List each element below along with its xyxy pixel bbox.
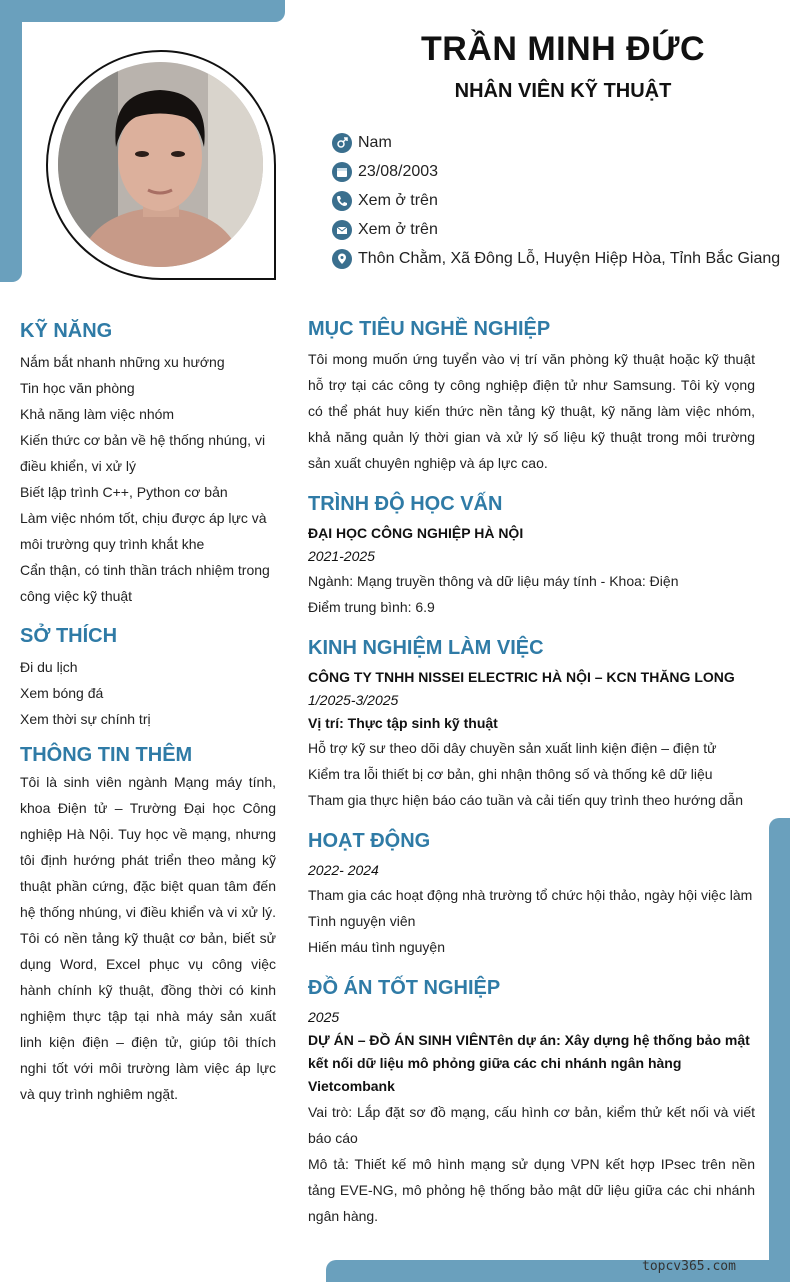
- list-item: Khả năng làm việc nhóm: [20, 406, 175, 422]
- thesis-project: DỰ ÁN – ĐỒ ÁN SINH VIÊNTên dự án: Xây dựng hệ thống bảo mật kết nối dữ liệu mô phỏng giữa các chi nhánh ngân hàng Vietcombank: [308, 1032, 750, 1094]
- thesis-description: Mô tả: Thiết kế mô hình mạng sử dụng VPN kết hợp IPsec trên nền tảng EVE-NG, mô phỏng hệ thống bảo mật dữ liệu giữa các chi nhánh ngân hàng.: [308, 1156, 755, 1224]
- contact-gender: [332, 128, 780, 157]
- candidate-name: TRẦN MINH ĐỨC: [420, 30, 705, 68]
- list-item: Hiến máu tình nguyện: [308, 939, 445, 955]
- list-item: Kiểm tra lỗi thiết bị cơ bản, ghi nhận thông số và thống kê dữ liệu: [308, 766, 713, 782]
- contact-address: [332, 244, 780, 273]
- decor-bar-right: [769, 818, 790, 1260]
- thesis-year: 2025: [308, 1009, 340, 1025]
- calendar-icon: [332, 162, 352, 182]
- experience-heading: KINH NGHIỆM LÀM VIỆC: [308, 637, 544, 659]
- location-icon: [332, 249, 352, 269]
- school-name: ĐẠI HỌC CÔNG NGHIỆP HÀ NỘI: [308, 525, 524, 541]
- job-title: NHÂN VIÊN KỸ THUẬT: [454, 80, 672, 102]
- skills-list: [20, 349, 276, 609]
- education-heading: TRÌNH ĐỘ HỌC VẤN: [308, 493, 503, 515]
- left-column: [20, 318, 276, 1107]
- list-item: Tình nguyện viên: [308, 913, 416, 929]
- hobbies-heading: SỞ THÍCH: [20, 625, 118, 647]
- contact-info: [332, 128, 780, 273]
- list-item: Kiến thức cơ bản về hệ thống nhúng, vi điều khiển, vi xử lý: [20, 432, 266, 474]
- decor-bar-left: [0, 0, 22, 282]
- list-item: Xem thời sự chính trị: [20, 711, 151, 727]
- contact-text: Xem ở trên: [358, 220, 438, 238]
- list-item: Xem bóng đá: [20, 685, 104, 701]
- education-gpa: Điểm trung bình: 6.9: [308, 599, 435, 615]
- email-icon: [332, 220, 352, 240]
- decor-bar-top: [0, 0, 285, 22]
- watermark: topcv365.com: [642, 1259, 736, 1274]
- hobbies-list: [20, 654, 276, 732]
- thesis-heading: ĐỒ ÁN TỐT NGHIỆP: [308, 977, 501, 999]
- profile-photo: [58, 62, 263, 267]
- company-name: CÔNG TY TNHH NISSEI ELECTRIC HÀ NỘI – KCN THĂNG LONG: [308, 669, 735, 685]
- contact-text: Thôn Chằm, Xã Đông Lỗ, Huyện Hiệp Hòa, Tỉnh Bắc Giang: [358, 249, 781, 267]
- list-item: Biết lập trình C++, Python cơ bản: [20, 484, 228, 500]
- education-period: 2021-2025: [308, 548, 375, 564]
- contact-text: Nam: [358, 133, 392, 151]
- contact-text: Xem ở trên: [358, 191, 438, 209]
- activities-heading: HOẠT ĐỘNG: [308, 830, 431, 852]
- list-item: Tin học văn phòng: [20, 380, 135, 396]
- list-item: Làm việc nhóm tốt, chịu được áp lực và môi trường quy trình khắt khe: [20, 510, 267, 552]
- list-item: Tham gia thực hiện báo cáo tuần và cải tiến quy trình theo hướng dẫn: [308, 792, 743, 808]
- extra-info-text: Tôi là sinh viên ngành Mạng máy tính, khoa Điện tử – Trường Đại học Công nghiệp Hà Nội. Tuy học về mạng, nhưng tôi định hướng phát triển theo mảng kỹ thuật phần cứng, đặc biệt quan tâm đến hệ thống nhúng, vi điều khiển và vi xử lý. Tôi có nền tảng kỹ thuật cơ bản, biết sử dụng Word, Excel phục vụ công việc hành chính kỹ thuật, đồng thời có kinh nghiệm thực tập tại nhà máy sản xuất linh kiện điện – điện tử, giúp tôi thích nghi tốt với môi trường làm việc áp lực và quy trình nghiêm ngặt.: [20, 774, 276, 1102]
- list-item: Nắm bắt nhanh những xu hướng: [20, 354, 225, 370]
- contact-phone: [332, 186, 780, 215]
- list-item: Hỗ trợ kỹ sư theo dõi dây chuyền sản xuất linh kiện điện – điện tử: [308, 740, 717, 756]
- list-item: Đi du lịch: [20, 659, 78, 675]
- list-item: Cẩn thận, có tinh thần trách nhiệm trong công việc kỹ thuật: [20, 562, 270, 604]
- contact-email: [332, 215, 780, 244]
- skills-heading: KỸ NĂNG: [20, 320, 113, 342]
- activities-period: 2022- 2024: [308, 862, 379, 878]
- extra-info-heading: THÔNG TIN THÊM: [20, 744, 193, 766]
- phone-icon: [332, 191, 352, 211]
- contact-text: 23/08/2003: [358, 162, 439, 180]
- experience-period: 1/2025-3/2025: [308, 692, 399, 708]
- thesis-role: Vai trò: Lắp đặt sơ đồ mạng, cấu hình cơ bản, kiểm thử kết nối và viết báo cáo: [308, 1104, 755, 1146]
- list-item: Tham gia các hoạt động nhà trường tổ chức hội thảo, ngày hội việc làm: [308, 887, 753, 903]
- gender-icon: [332, 133, 352, 153]
- education-major: Ngành: Mạng truyền thông và dữ liệu máy tính - Khoa: Điện: [308, 573, 679, 589]
- experience-position: Vị trí: Thực tập sinh kỹ thuật: [308, 715, 498, 731]
- contact-birthday: [332, 157, 780, 186]
- objective-heading: MỤC TIÊU NGHỀ NGHIỆP: [308, 318, 551, 340]
- right-column: [308, 316, 755, 1229]
- objective-text: Tôi mong muốn ứng tuyển vào vị trí văn phòng kỹ thuật hoặc kỹ thuật hỗ trợ tại các công ty công nghiệp điện tử như Samsung. Tôi kỳ vọng có thể phát huy kiến thức nền tảng kỹ thuật, kỹ năng làm việc nhóm, khả năng quản lý thời gian và xử lý số liệu kỹ thuật trong môi trường sản xuất chuyên nghiệp và áp lực cao.: [308, 351, 755, 471]
